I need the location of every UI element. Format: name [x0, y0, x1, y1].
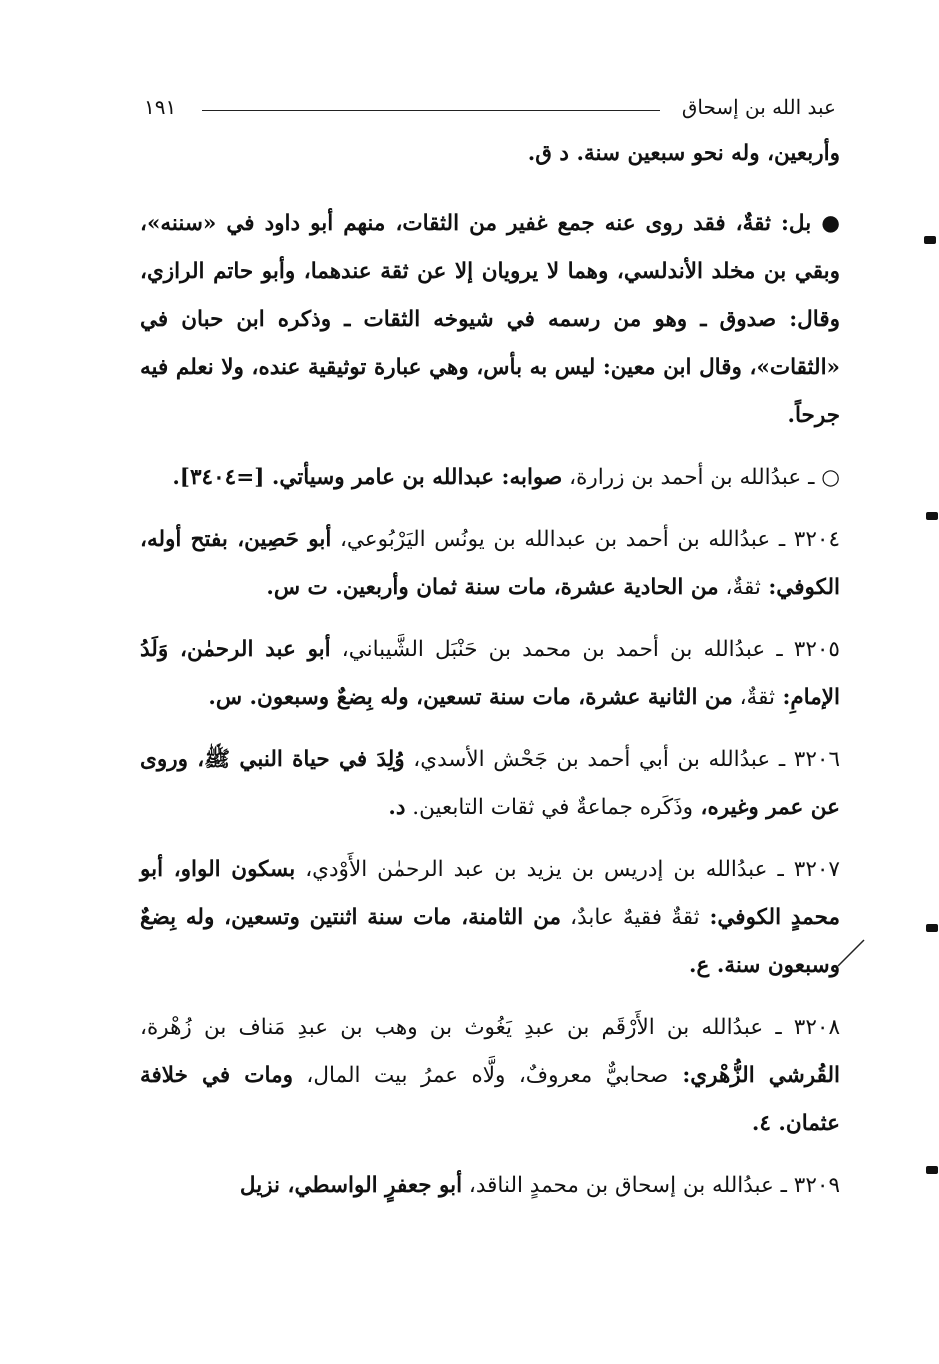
text-segment: أبو عبد الرحمٰن، وَلَدُ الإمامِ:: [140, 637, 840, 710]
paragraph-entry: [140, 454, 840, 502]
margin-mark: [926, 1166, 938, 1174]
paragraph-note: [140, 200, 840, 440]
text-segment: ـ عبدُالله بن أحمد بن زرارة،: [562, 465, 815, 490]
paragraph-entry-3204: [140, 516, 840, 612]
paragraph-entry-3207: [140, 846, 840, 990]
margin-mark: [924, 236, 936, 244]
text-segment: ٣٢٠٤ ـ عبدُالله بن أحمد بن عبدالله بن يونُس اليَرْبُوعي،: [331, 527, 840, 552]
pen-stroke-mark: [836, 938, 866, 968]
margin-mark: [926, 512, 938, 520]
running-title: عبد الله بن إسحاق: [678, 95, 840, 119]
text-segment: ● بل: ثقةٌ، فقد روى عنه جمع غفير من الثقات، منهم أبو داود في «سننه»، وبقي بن مخلد الأندلسي، وهما لا يرويان إلا عن ثقة عندهما، وأبو حاتم الرازي، وقال: صدوق ـ وهو من رسمه في شيوخه الثقات ـ وذكره ابن حبان في «الثقات»، وقال ابن معين: ليس به بأس، وهي عبارة توثيقية عنده، ولا نعلم فيه جرحاً.: [140, 211, 840, 428]
paragraph-entry-3209: [140, 1162, 840, 1210]
text-segment: من الحادية عشرة، مات سنة ثمان وأربعين. ت س.: [266, 575, 719, 600]
text-segment: وذَكَره جماعةٌ في ثقات التابعين.: [405, 795, 694, 820]
text-segment: صحابيٌّ معروفٌ، ولَّاه عمرُ بيت المال،: [293, 1063, 669, 1088]
text-segment: د.: [388, 795, 406, 820]
text-segment: ثقةٌ،: [718, 575, 761, 600]
text-segment: ٣٢٠٦ ـ عبدُالله بن أبي أحمد بن جَحْش الأسدي،: [404, 747, 840, 772]
header-rule: [202, 110, 660, 111]
text-segment: بسكون الواو، أبو محمدٍ الكوفي:: [140, 857, 840, 930]
text-segment: القُرشي الزُّهْري:: [668, 1063, 840, 1088]
text-segment: أبو جعفرٍ الواسطي، نزيل: [239, 1173, 463, 1198]
running-header: [140, 92, 840, 122]
text-segment: ومات في خلافة عثمان. ٤.: [140, 1063, 840, 1136]
paragraph-continuation: [140, 130, 840, 178]
text-segment: ٣٢٠٧ ـ عبدُالله بن إدريس بن يزيد بن عبد الرحمٰن الأَوْدي،: [295, 857, 840, 882]
text-segment: وأربعين، وله نحو سبعين سنة. د ق.: [527, 141, 840, 166]
text-segment: صوابه: عبدالله بن عامر وسيأتي. [=٣٤٠٤].: [172, 465, 563, 490]
paragraph-entry-3205: [140, 626, 840, 722]
page-body: [140, 92, 840, 1210]
text-segment: ٣٢٠٩ ـ عبدُالله بن إسحاق بن محمدٍ الناقد،: [462, 1173, 840, 1198]
page-number: ١٩١: [140, 95, 180, 119]
paragraph-entry-3208: [140, 1004, 840, 1148]
text-segment: من الثامنة، مات سنة اثنتين وتسعين، وله بِضعٌ وسبعون سنة. ع.: [140, 905, 840, 978]
text-segment: ثقةٌ،: [732, 685, 775, 710]
text-segment: ٣٢٠٨ ـ عبدُالله بن الأَرْقَم بن عبدِ يَغُوث بن وهب بن عبدِ مَناف بن زُهْرة،: [140, 1015, 840, 1040]
paragraph-entry-3206: [140, 736, 840, 832]
margin-mark: [926, 924, 938, 932]
entry-circle-icon: ○: [821, 465, 840, 490]
text-segment: ثقةٌ فقيهٌ عابدٌ،: [560, 905, 700, 930]
text-segment: من الثانية عشرة، مات سنة تسعين، وله بِضعٌ وسبعون. س.: [208, 685, 733, 710]
text-segment: أبو حَصِين، بفتح أوله، الكوفي:: [140, 527, 840, 600]
text-segment: ٣٢٠٥ ـ عبدُالله بن أحمد بن محمد بن حَنْبَل الشَّيباني،: [330, 637, 840, 662]
text-segment: وُلِدَ في حياة النبي ﷺ، وروى عن عمر وغيره،: [140, 747, 840, 820]
